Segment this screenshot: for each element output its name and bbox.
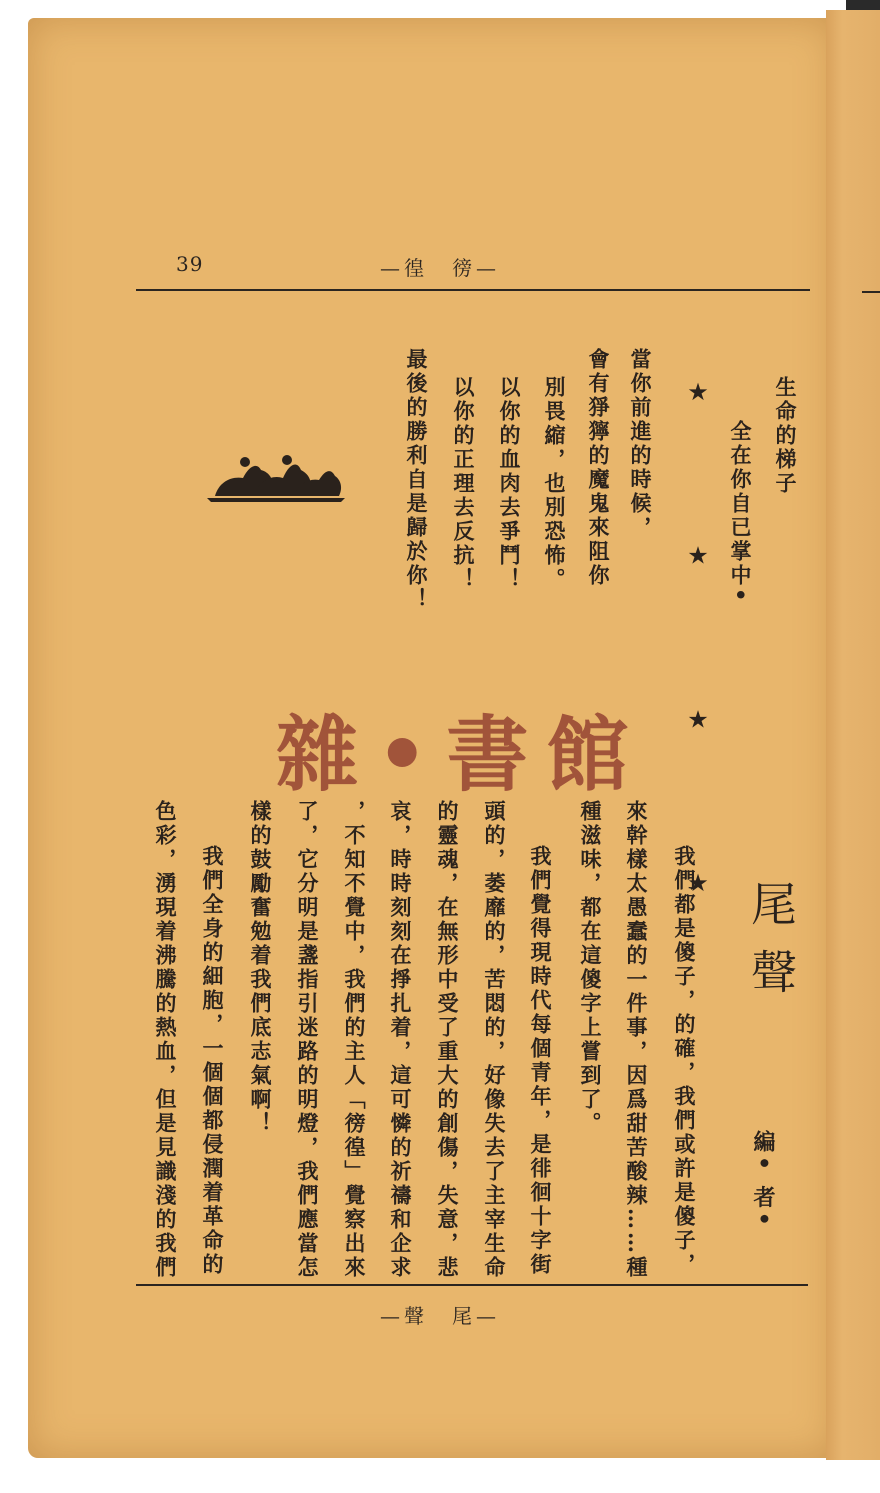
article-column: ，不知不覺中，我們的主人「徬徨」覺察出來 — [342, 800, 367, 1280]
poem-line: 當你前進的時候， — [628, 348, 653, 540]
poem-subtitle: 全在你自已掌中• — [728, 420, 753, 605]
article-column: 我們都是傻子，的確，我們或許是傻子， — [672, 845, 697, 1277]
article-column: 樣的鼓勵奮勉着我們底志氣啊！ — [248, 800, 273, 1136]
poem-line: 以你的正理去反抗！ — [451, 376, 476, 592]
article-column: 的靈魂，在無形中受了重大的創傷，失意，悲 — [435, 800, 460, 1280]
article-column: 色彩，湧現着沸騰的熱血，但是見識淺的我們 — [153, 800, 178, 1280]
article-column: 我們全身的細胞，一個個都侵潤着革命的 — [200, 845, 225, 1277]
running-head: —徨 徬— — [380, 256, 500, 280]
poem-line: 會有猙獰的魔鬼來阻你 — [586, 348, 611, 588]
article-column: 哀，時時刻刻在掙扎着，這可憐的祈禱和企求 — [388, 800, 413, 1280]
horsemen-illustration — [205, 452, 350, 504]
star-divider: ★ ★ ★ ★ — [684, 378, 712, 961]
poem-line: 最後的勝利自是歸於你！ — [404, 348, 429, 612]
page-number: 39 — [176, 252, 204, 276]
next-page-edge — [826, 10, 880, 1460]
article-title: 尾聲 — [744, 880, 798, 1016]
poem-line: 以你的血肉去爭鬥！ — [497, 376, 522, 592]
article-column: 來幹樣太愚蠢的一件事，因爲甜苦酸辣……種 — [624, 800, 649, 1280]
article-column: 種滋味，都在這傻字上嘗到了。 — [578, 800, 603, 1136]
article-byline: 編• 者• — [750, 1130, 776, 1230]
library-stamp: 雜•書館 — [276, 707, 647, 803]
header-rule — [136, 289, 810, 291]
next-page-header-rule — [862, 291, 880, 293]
article-column: 我們覺得現時代每個青年，是徘徊十字街 — [528, 845, 553, 1277]
poem-title: 生命的梯子 — [773, 376, 798, 496]
article-column: 頭的，萎靡的，苦悶的，好像失去了主宰生命 — [482, 800, 507, 1280]
footer-rule — [136, 1284, 808, 1286]
running-foot: —聲 尾— — [380, 1304, 500, 1328]
article-column: 了，它分明是盞指引迷路的明燈，我們應當怎 — [295, 800, 320, 1280]
poem-line: 別畏縮，也別恐怖。 — [542, 376, 567, 592]
